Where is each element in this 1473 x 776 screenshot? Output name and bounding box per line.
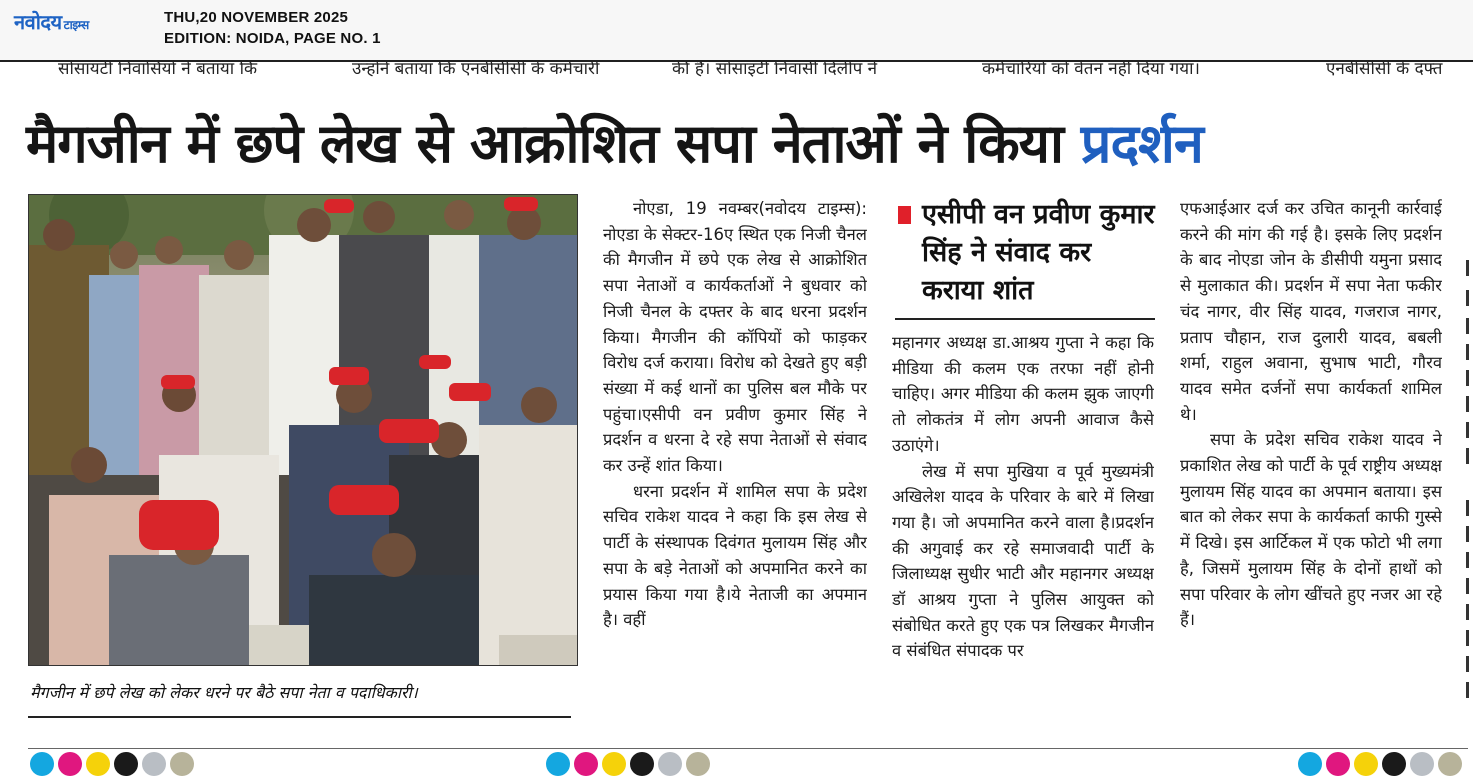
yellow-swatch-icon <box>602 752 626 776</box>
black-swatch-icon <box>630 752 654 776</box>
magenta-swatch-icon <box>574 752 598 776</box>
paragraph: लेख में सपा मुखिया व पूर्व मुख्यमंत्री अखिलेश यादव के परिवार के बारे में लिखा गया है। जो अपमानित करने वाला है।प्रदर्शन की अगुवाई कर रहे समाजवादी पार्टी के जिलाध्यक्ष सुधीर भाटी और महानगर अध्यक्ष डॉ आश्रय गुप्ता ने पुलिस आयुक्त को संबोधित करते हुए एक पत्र लिखकर मैगजीन व संबंधित संपादक पर <box>892 461 1154 661</box>
color-registration-marks <box>1298 752 1462 766</box>
subheading-text: एसीपी वन प्रवीण कुमार सिंह ने संवाद कर कराया शांत <box>922 199 1155 306</box>
paragraph: सपा के प्रदेश सचिव राकेश यादव ने प्रकाशित लेख को पार्टी के पूर्व राष्ट्रीय अध्यक्ष मुलायम सिंह यादव का अपमान बताया। इस बात को लेकर सपा के कार्यकर्ता काफी गुस्से में दिखे। इस आर्टिकल में एक फोटो भी लगा है, जिसमें मुलायम सिंह के दोनों हाथों को सपा परिवार के लोग खींचते हुए नजर आ रहे हैं। <box>1180 430 1442 630</box>
divider <box>28 716 571 718</box>
carry-text-2: उन्होंने बताया कि एनबीसीसी के कर्मचारी <box>352 60 600 79</box>
carry-text-4: कर्मचारियों को वेतन नहीं दिया गया। <box>982 60 1200 79</box>
carry-text-5: एनबीसीसी के दफ्त <box>1326 60 1443 79</box>
adjacent-column-edge <box>1462 240 1473 720</box>
edition-info: EDITION: NOIDA, PAGE NO. 1 <box>164 30 381 47</box>
yellow-swatch-icon <box>1354 752 1378 776</box>
logo-text: नवोदय <box>14 10 62 34</box>
divider <box>895 318 1155 320</box>
black-swatch-icon <box>114 752 138 776</box>
newspaper-logo[interactable] <box>14 8 89 35</box>
paragraph: एफआईआर दर्ज कर उचित कानूनी कार्रवाई करने की मांग की गई है। इसके लिए प्रदर्शन के बाद नोएडा जोन के डीसीपी यमुना प्रसाद से मुलाकात की। प्रदर्शन में सपा नेता फकीर चंद नागर, वीर सिंह यादव, गजराज नागर, प्रताप चौहान, राज दुलारी यादव, बबली शर्मा, राहुल अवाना, सुभाष भाटी, गौरव यादव समेत दर्जनों सपा कार्यकर्ता शामिल थे। <box>1180 199 1442 424</box>
grey-swatch-icon <box>658 752 682 776</box>
tan-swatch-icon <box>686 752 710 776</box>
paragraph: नोएडा, 19 नवम्बर(नवोदय टाइम्स): नोएडा के सेक्टर-16ए स्थित एक निजी चैनल की मैगजीन में छपे एक लेख से आक्रोशित सपा नेताओं व कार्यकर्ताओं ने बुधवार को निजी चैनल के दफ्तर के बाद धरना प्रदर्शन किया। मैगजीन की कॉपियों को फाड़कर विरोध दर्ज कराया। विरोध को देखते हुए बड़ी संख्या में कई थानों का पुलिस बल मौके पर पहुंचा।एसीपी वन प्रवीण कुमार सिंह ने प्रदर्शन व धरना दे रहे सपा नेताओं से संवाद कर उन्हें शांत किया। <box>603 199 867 476</box>
edge-text-marks <box>1462 240 1473 720</box>
grey-swatch-icon <box>142 752 166 776</box>
carry-over-line <box>0 60 1473 84</box>
cyan-swatch-icon <box>546 752 570 776</box>
edition-date: THU,20 NOVEMBER 2025 <box>164 9 349 26</box>
red-bullet-icon <box>898 206 911 224</box>
protest-photo-image <box>29 195 577 665</box>
article-column-1 <box>603 196 867 718</box>
article-subheading <box>898 196 1156 310</box>
carry-text-1: सोसायटी निवासियों ने बताया कि <box>58 60 258 79</box>
article-headline[interactable] <box>26 104 1456 184</box>
magenta-swatch-icon <box>58 752 82 776</box>
carry-text-3: की है। सोसाइटी निवासी दिलीप ने <box>672 60 878 79</box>
color-registration-marks <box>546 752 710 766</box>
grey-swatch-icon <box>1410 752 1434 776</box>
paragraph: महानगर अध्यक्ष डा.आश्रय गुप्ता ने कहा कि मीडिया की कलम एक तरफा नहीं होनी चाहिए। अगर मीडिया की कलम झुक जाएगी तो लोकतंत्र में लोग अपनी आवाज कैसे उठाएंगे। <box>892 333 1154 455</box>
edition-header <box>0 0 1473 62</box>
article-column-3 <box>1180 196 1442 718</box>
cyan-swatch-icon <box>1298 752 1322 776</box>
magenta-swatch-icon <box>1326 752 1350 776</box>
yellow-swatch-icon <box>86 752 110 776</box>
tan-swatch-icon <box>170 752 194 776</box>
photo-caption: मैगजीन में छपे लेख को लेकर धरने पर बैठे सपा नेता व पदाधिकारी। <box>30 683 418 702</box>
article-column-2 <box>892 330 1154 720</box>
paragraph: धरना प्रदर्शन में शामिल सपा के प्रदेश सचिव राकेश यादव ने कहा कि इस लेख से पार्टी के संस्थापक दिवंगत मुलायम सिंह और सपा के बड़े नेताओं को अपमानित करने का प्रयास किया गया है।ये नेताजी का अपमान है। वहीं <box>603 481 867 630</box>
black-swatch-icon <box>1382 752 1406 776</box>
headline-accent: प्रदर्शन <box>1080 112 1203 175</box>
article-photo[interactable] <box>28 194 578 666</box>
tan-swatch-icon <box>1438 752 1462 776</box>
color-registration-marks <box>30 752 194 766</box>
headline-main: मैगजीन में छपे लेख से आक्रोशित सपा नेताओं ने किया <box>26 112 1081 175</box>
logo-subtext: टाइम्स <box>63 18 89 32</box>
divider <box>28 748 1468 749</box>
cyan-swatch-icon <box>30 752 54 776</box>
